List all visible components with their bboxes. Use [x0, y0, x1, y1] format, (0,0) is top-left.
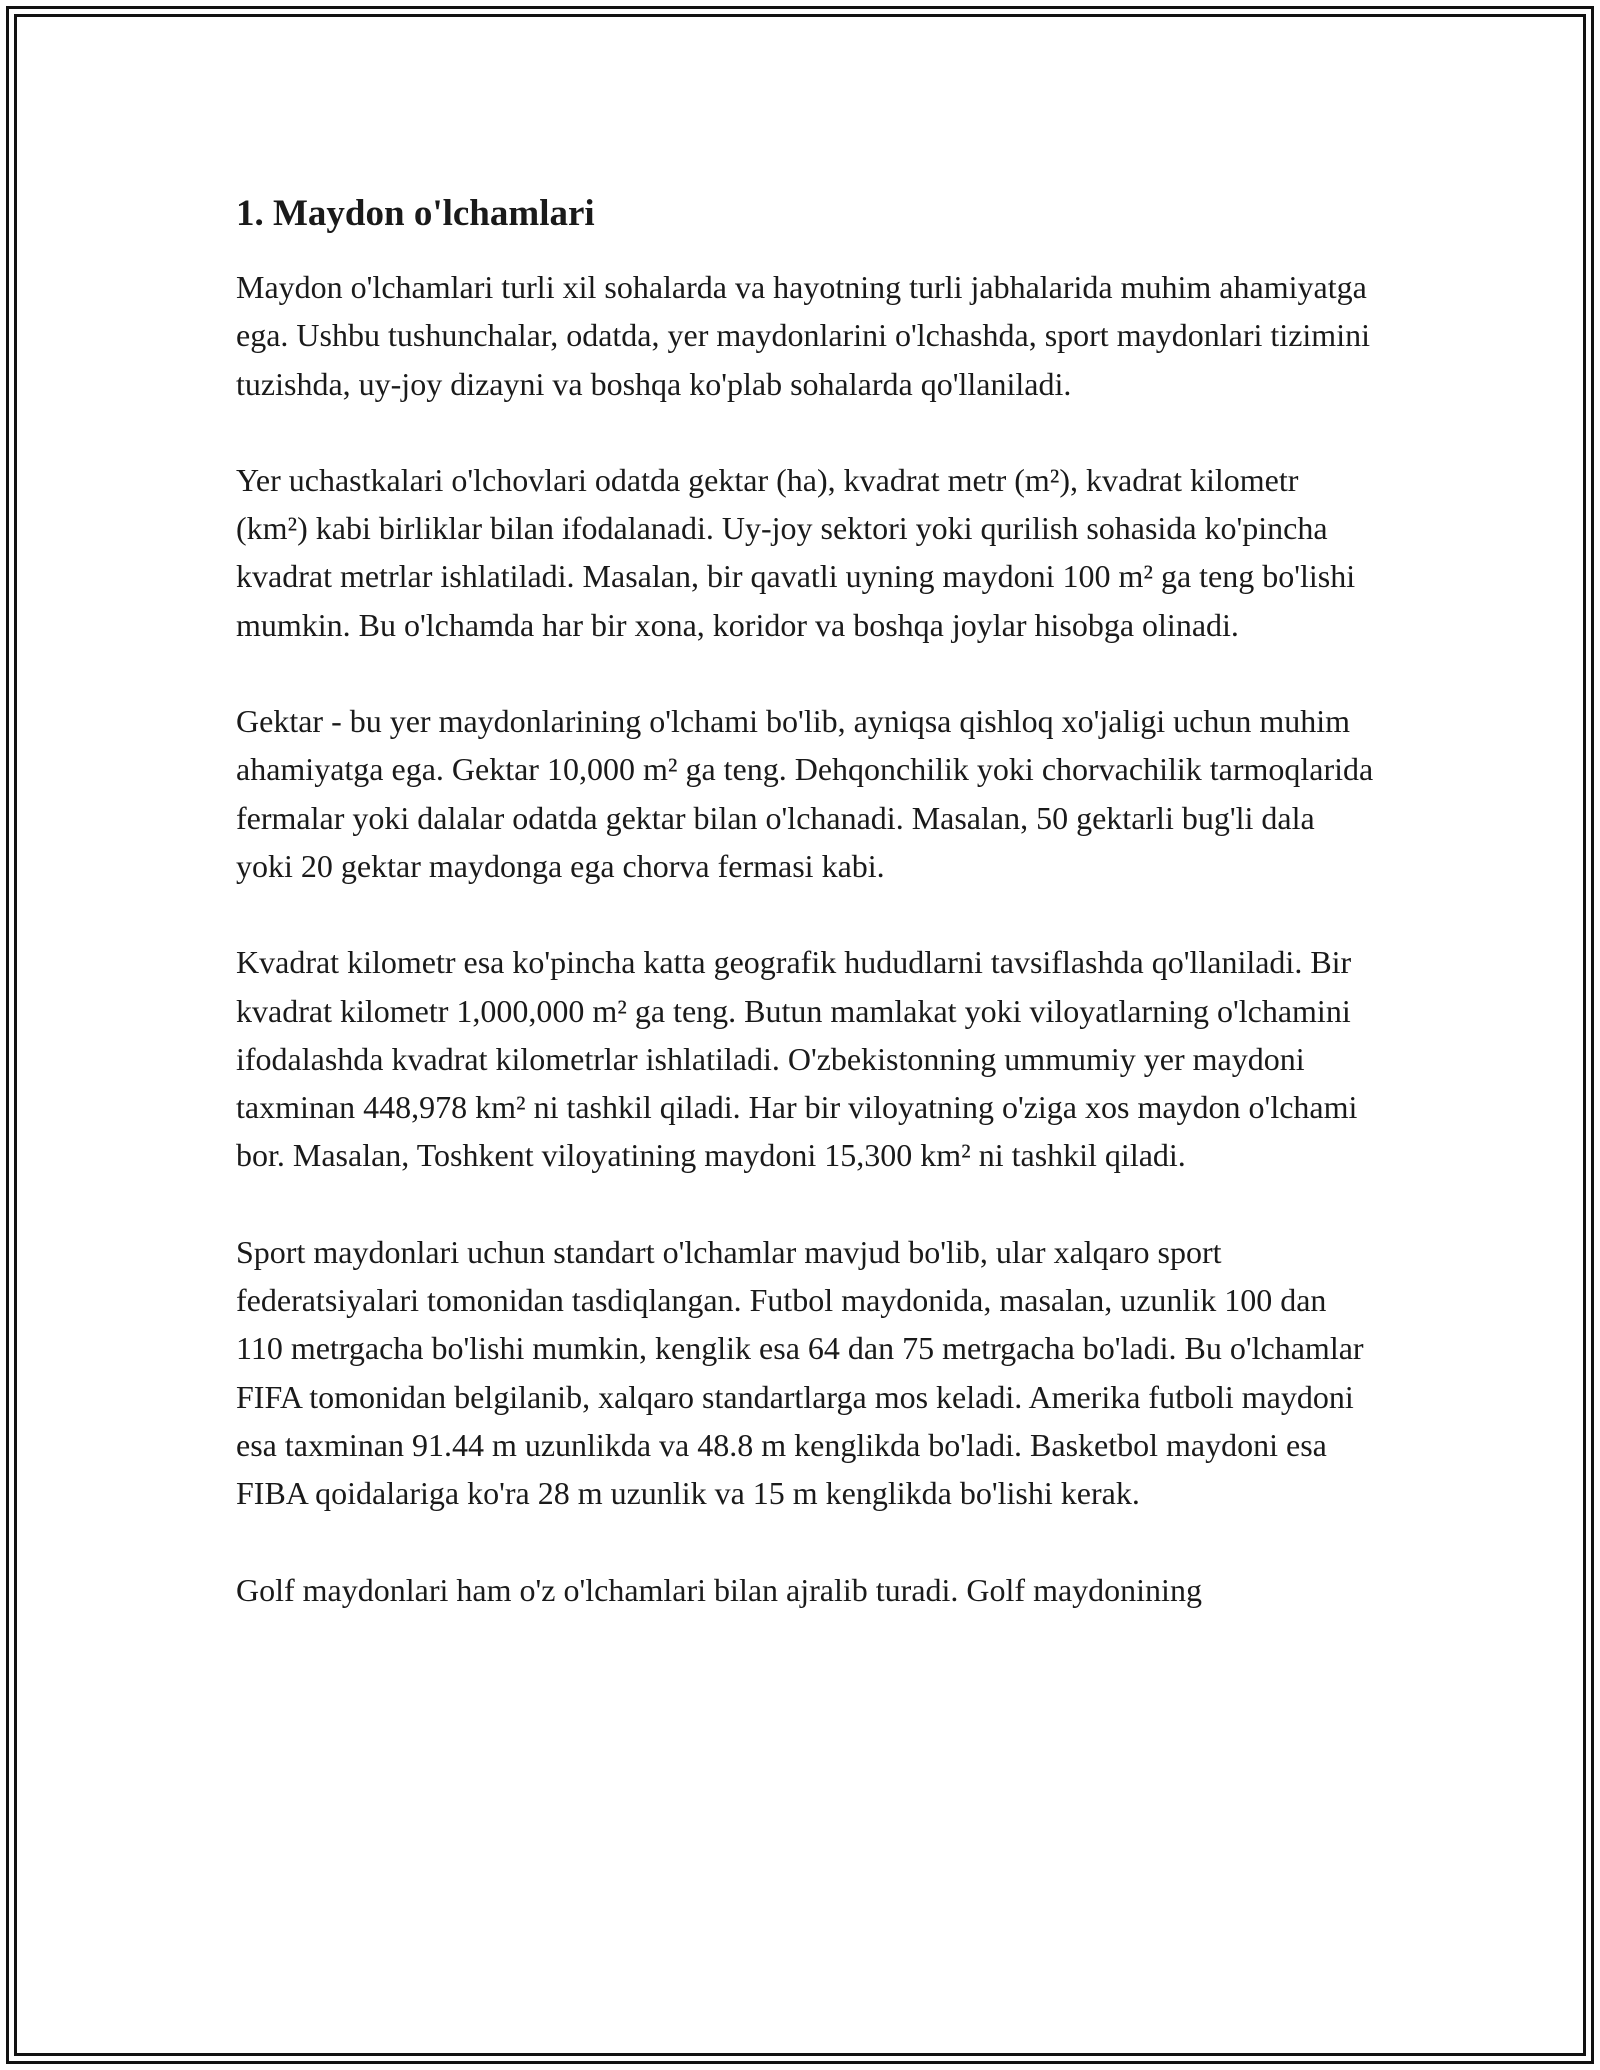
paragraph-sport-fields: Sport maydonlari uchun standart o'lchamlar mavjud bo'lib, ular xalqaro sport federatsiyalari tomonidan tasdiqlangan. Futbol maydonida, masalan, uzunlik 100 dan 110 metrgacha bo'lishi mumkin, kenglik esa 64 dan 75 metrgacha bo'ladi. Bu o'lchamlar FIFA tomonidan belgilanib, xalqaro standartlarga mos keladi. Amerika futboli maydoni esa taxminan 91.44 m uzunlikda va 48.8 m kenglikda bo'ladi. Basketbol maydoni esa FIBA qoidalariga ko'ra 28 m uzunlik va 15 m kenglikda bo'lishi kerak.: [236, 1233, 1364, 1512]
section-heading: 1. Maydon o'lchamlari: [236, 193, 595, 234]
paragraph-square-kilometer: Kvadrat kilometr esa ko'pincha katta geografik hududlarni tavsiflashda qo'llaniladi. Bir kvadrat kilometr 1,000,000 m² ga teng. Butun mamlakat yoki viloyatlarning o'lchamini ifodalashda kvadrat kilometrlar ishlatiladi. O'zbekistonning ummumiy yer maydoni taxminan 448,978 km² ni tashkil qiladi. Har bir viloyatning o'ziga xos maydon o'lchami bor. Masalan, Toshkent viloyatining maydoni 15,300 km² ni tashkil qiladi.: [236, 944, 1358, 1174]
paragraph-intro: Maydon o'lchamlari turli xil sohalarda va hayotning turli jabhalarida muhim ahamiyatga ega. Ushbu tushunchalar, odatda, yer maydonlarini o'lchashda, sport maydonlari tizimini tuzishda, uy-joy dizayni va boshqa ko'plab sohalarda qo'llaniladi.: [236, 269, 1370, 402]
document-body: [236, 185, 1376, 1662]
paragraph-land-units: Yer uchastkalari o'lchovlari odatda gektar (ha), kvadrat metr (m²), kvadrat kilometr (km²) kabi birliklar bilan ifodalanadi. Uy-joy sektori yoki qurilish sohasida ko'pincha kvadrat metrlar ishlatiladi. Masalan, bir qavatli uyning maydoni 100 m² ga teng bo'lishi mumkin. Bu o'lchamda har bir xona, koridor va boshqa joylar hisobga olinadi.: [236, 461, 1356, 643]
paragraph-golf-fields: Golf maydonlari ham o'z o'lchamlari bilan ajralib turadi. Golf maydonining: [236, 1571, 1202, 1608]
paragraph-hectare: Gektar - bu yer maydonlarining o'lchami bo'lib, ayniqsa qishloq xo'jaligi uchun muhim ahamiyatga ega. Gektar 10,000 m² ga teng. Dehqonchilik yoki chorvachilik tarmoqlarida fermalar yoki dalalar odatda gektar bilan o'lchanadi. Masalan, 50 gektarli bug'li dala yoki 20 gektar maydonga ega chorva fermasi kabi.: [236, 703, 1374, 884]
